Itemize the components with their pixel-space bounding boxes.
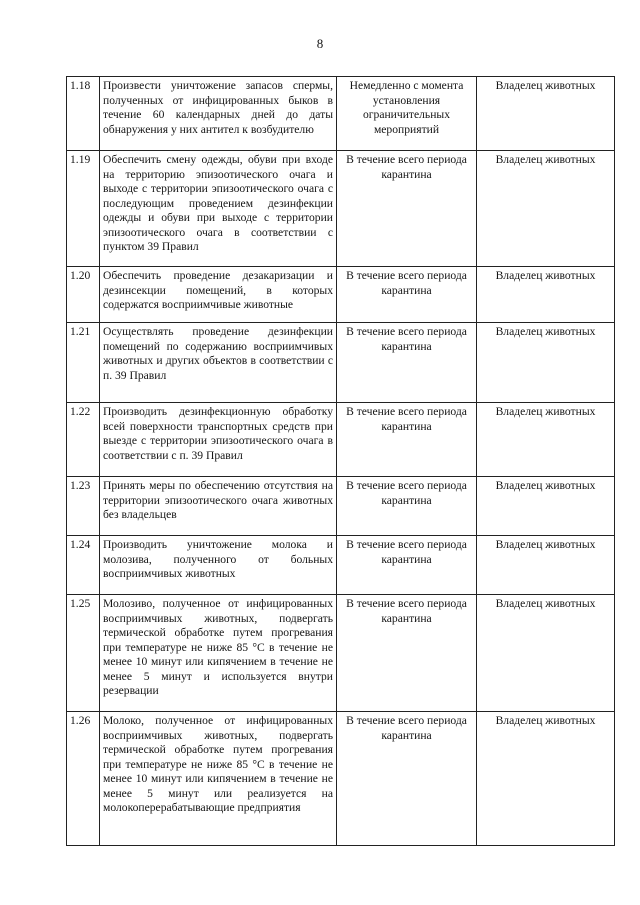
measure-term: В течение всего периода карантина [337, 477, 477, 536]
table-row [67, 477, 615, 536]
table-row [67, 403, 615, 477]
row-number: 1.25 [67, 595, 100, 712]
table-row [67, 151, 615, 267]
measure-term: В течение всего периода карантина [337, 712, 477, 846]
measure-term: В течение всего периода карантина [337, 536, 477, 595]
measure-text: Принять меры по обеспечению отсутствия на территории эпизоотического очага животных без владельцев [100, 477, 337, 536]
measure-text: Молоко, полученное от инфицированных восприимчивых животных, подвергать термической обработке путем прогревания при температуре не ниже 85 °С в течение не менее 10 минут или кипячением в течение не менее 5 минут или реализуется на молокоперерабатывающие предприятия [100, 712, 337, 846]
measure-text: Осуществлять проведение дезинфекции помещений по содержанию восприимчивых животных и других объектов в соответствии с п. 39 Правил [100, 323, 337, 403]
measure-responsible: Владелец животных [477, 403, 615, 477]
measure-text: Обеспечить проведение дезакаризации и дезинсекции помещений, в которых содержатся восприимчивые животные [100, 267, 337, 323]
row-number: 1.22 [67, 403, 100, 477]
measure-text: Произвести уничтожение запасов спермы, полученных от инфицированных быков в течение 60 календарных дней до даты обнаружения у них антител к возбудителю [100, 77, 337, 151]
measure-responsible: Владелец животных [477, 267, 615, 323]
measure-responsible: Владелец животных [477, 323, 615, 403]
row-number: 1.23 [67, 477, 100, 536]
row-number: 1.24 [67, 536, 100, 595]
measure-text: Производить уничтожение молока и молозива, полученного от больных восприимчивых животных [100, 536, 337, 595]
measure-text: Обеспечить смену одежды, обуви при входе на территорию эпизоотического очага и выходе с территории эпизоотического очага с последующим проведением дезинфекции одежды и обуви при выходе с территории эпизоотического очага в соответствии с пунктом 39 Правил [100, 151, 337, 267]
measure-responsible: Владелец животных [477, 151, 615, 267]
measure-text: Молозиво, полученное от инфицированных восприимчивых животных, подвергать термической обработке путем прогревания при температуре не ниже 85 °С в течение не менее 10 минут или кипячением в течение не менее 5 минут и используется внутри резервации [100, 595, 337, 712]
table-row [67, 595, 615, 712]
measure-term: Немедленно с момента установления ограничительных мероприятий [337, 77, 477, 151]
measure-term: В течение всего периода карантина [337, 151, 477, 267]
measure-responsible: Владелец животных [477, 536, 615, 595]
measure-responsible: Владелец животных [477, 477, 615, 536]
measure-responsible: Владелец животных [477, 77, 615, 151]
measure-responsible: Владелец животных [477, 595, 615, 712]
measure-text: Производить дезинфекционную обработку всей поверхности транспортных средств при выезде с территории эпизоотического очага в соответствии с п. 39 Правил [100, 403, 337, 477]
measure-responsible: Владелец животных [477, 712, 615, 846]
table-row [67, 77, 615, 151]
row-number: 1.21 [67, 323, 100, 403]
table-row [67, 323, 615, 403]
page-number: 8 [316, 36, 324, 51]
measure-term: В течение всего периода карантина [337, 323, 477, 403]
row-number: 1.20 [67, 267, 100, 323]
row-number: 1.18 [67, 77, 100, 151]
measures-table [66, 76, 615, 846]
row-number: 1.19 [67, 151, 100, 267]
measure-term: В течение всего периода карантина [337, 403, 477, 477]
measure-term: В течение всего периода карантина [337, 267, 477, 323]
measure-term: В течение всего периода карантина [337, 595, 477, 712]
table-row [67, 536, 615, 595]
row-number: 1.26 [67, 712, 100, 846]
table-row [67, 267, 615, 323]
table-row [67, 712, 615, 846]
